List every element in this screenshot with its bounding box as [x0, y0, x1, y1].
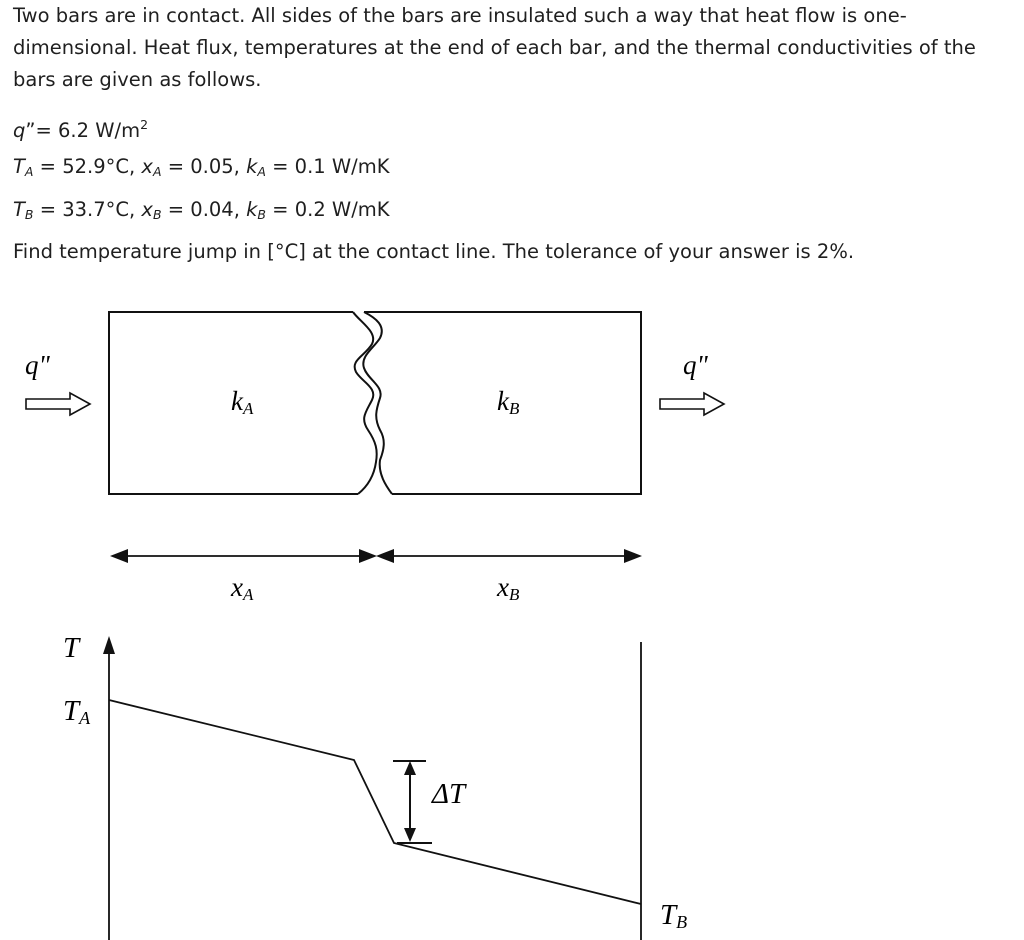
xb-label: xB: [497, 572, 520, 604]
ta-symbol: T: [13, 155, 25, 178]
bar-b-contact-edge: [363, 312, 392, 494]
ka-sub: A: [257, 164, 266, 179]
dim-arrowhead-b-left: [376, 549, 394, 563]
tb-sub: B: [24, 207, 34, 222]
ka-label: kA: [231, 386, 254, 418]
xa-symbol: x: [141, 155, 153, 178]
tb-symbol: T: [13, 198, 25, 221]
flux-value: ”= 6.2 W/m: [25, 119, 141, 142]
flux-arrow-right: [660, 393, 724, 415]
flux-symbol: q: [13, 119, 26, 142]
kb-label: kB: [497, 386, 520, 418]
dim-arrowhead-a-right: [359, 549, 377, 563]
bar-a-contact-edge: [353, 312, 377, 494]
delta-t-label: ΔT: [432, 778, 466, 810]
xb-sub: B: [152, 207, 162, 222]
delta-t-arrowhead-top: [404, 761, 416, 775]
flux-exponent: 2: [140, 117, 149, 132]
tb-label: TB: [660, 899, 688, 932]
ka-symbol: k: [246, 155, 258, 178]
kb-sub: B: [257, 207, 266, 222]
flux-arrow-left: [26, 393, 90, 415]
tb-value: = 33.7°C,: [33, 198, 142, 221]
ta-value: = 52.9°C,: [33, 155, 142, 178]
xa-value: = 0.05,: [161, 155, 247, 178]
kb-symbol: k: [246, 198, 258, 221]
ka-value: = 0.1 W/mK: [265, 155, 390, 178]
kb-value: = 0.2 W/mK: [265, 198, 390, 221]
temperature-profile: [109, 700, 641, 904]
xb-value: = 0.04,: [161, 198, 247, 221]
q-right-label: q": [683, 350, 708, 380]
problem-intro: Two bars are in contact. All sides of the bars are insulated such a way that heat flow is one-dimensional. Heat flux, temperatures at the end of each bar, and the thermal conductivities of the bars are given as follows.: [13, 4, 976, 91]
xa-label: xA: [231, 572, 254, 604]
ta-label: TA: [63, 695, 91, 728]
question-line: Find temperature jump in [°C] at the contact line. The tolerance of your answer is 2%.: [13, 240, 855, 263]
t-axis-label: T: [63, 632, 80, 664]
ta-sub: A: [24, 164, 34, 179]
dim-arrowhead-a-left: [110, 549, 128, 563]
xa-sub: A: [152, 164, 162, 179]
t-axis-arrowhead: [103, 636, 115, 654]
xb-symbol: x: [141, 198, 153, 221]
dim-arrowhead-b-right: [624, 549, 642, 563]
q-left-label: q": [25, 350, 50, 380]
delta-t-arrowhead-bottom: [404, 828, 416, 842]
